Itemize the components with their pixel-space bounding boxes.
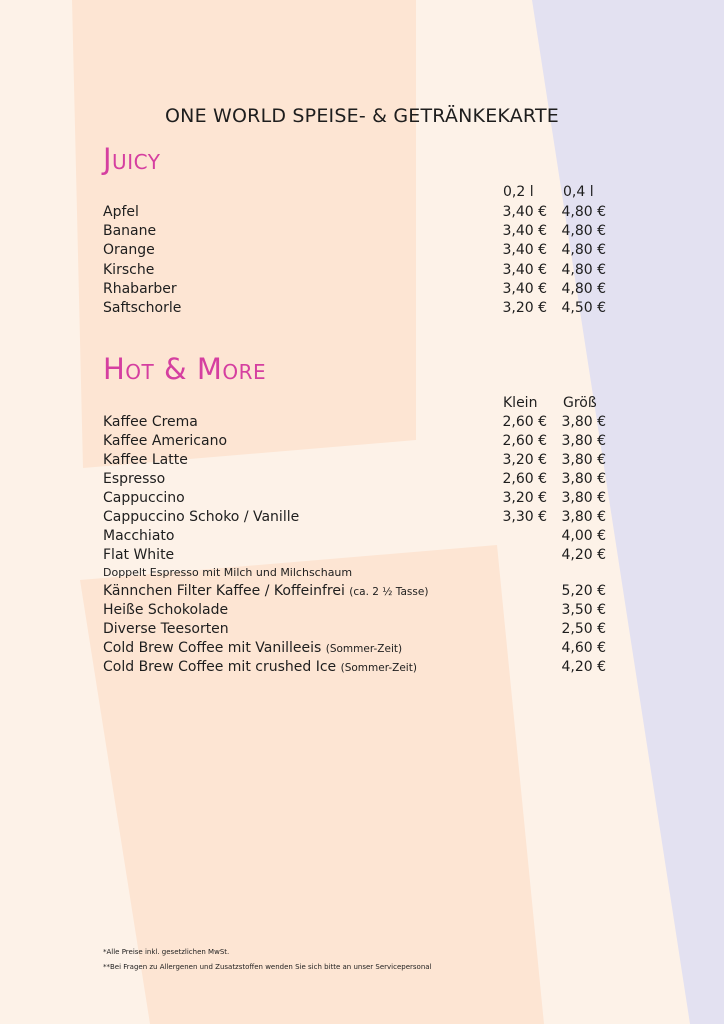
- hot-col-small: Klein: [503, 395, 538, 411]
- hot-col-large: Größ: [563, 395, 597, 411]
- price-small: 3,40 €: [502, 261, 547, 278]
- menu-item-row: [103, 546, 609, 565]
- price-large: 2,50 €: [561, 621, 606, 637]
- menu-item-row: [103, 451, 609, 470]
- menu-item-name: [103, 222, 156, 241]
- menu-item-name: [103, 582, 428, 602]
- menu-item-name: [103, 280, 177, 299]
- menu-item-note: (Sommer-Zeit): [340, 662, 417, 674]
- price-large: 3,50 €: [561, 602, 606, 618]
- price-large: 3,80 €: [561, 414, 606, 430]
- price-small: 3,30 €: [502, 509, 547, 525]
- price-large: 4,50 €: [561, 300, 606, 316]
- price-large: 3,80 €: [561, 490, 606, 506]
- menu-item-row: [103, 527, 609, 546]
- price-large: 4,20 €: [561, 547, 606, 563]
- menu-item-label: Kännchen Filter Kaffee / Koffeinfrei: [103, 583, 345, 599]
- price-small: 3,40 €: [502, 204, 547, 220]
- price-large: 4,00 €: [561, 528, 606, 544]
- price-large: 4,80 €: [561, 280, 606, 297]
- menu-item-row: [103, 601, 609, 620]
- price-large: 4,80 €: [561, 242, 606, 259]
- menu-item-row: [103, 222, 609, 241]
- menu-item-label: Rhabarber: [103, 280, 177, 297]
- menu-item-label: Cold Brew Coffee mit Vanilleeis: [103, 640, 322, 656]
- footnote-allergens: **Bei Fragen zu Allergenen und Zusatzstoffen wenden Sie sich bitte an unser Servicepersonal: [103, 963, 432, 971]
- price-small: 3,40 €: [502, 242, 547, 259]
- menu-item-label: Espresso: [103, 471, 166, 487]
- menu-item-name: [103, 413, 198, 432]
- menu-item-name: [103, 451, 188, 470]
- price-small: 2,60 €: [502, 414, 547, 430]
- price-small: 3,40 €: [502, 280, 547, 297]
- menu-item-label: Apfel: [103, 204, 139, 220]
- menu-item-row: [103, 432, 609, 451]
- menu-item-row: [103, 413, 609, 432]
- price-small: 3,40 €: [502, 223, 547, 240]
- menu-item-name: [103, 639, 402, 659]
- menu-item-label: Cold Brew Coffee mit crushed Ice: [103, 659, 337, 675]
- price-large: 3,80 €: [561, 452, 606, 468]
- menu-item-row: [103, 658, 609, 677]
- menu-item-label: Macchiato: [103, 528, 175, 544]
- menu-item-label: Kirsche: [103, 261, 155, 278]
- price-large: 4,80 €: [561, 204, 606, 220]
- menu-item-name: [103, 508, 299, 527]
- price-large: 4,60 €: [561, 640, 606, 656]
- menu-item-name: [103, 470, 165, 489]
- menu-item-label: Kaffee Latte: [103, 452, 188, 468]
- menu-item-label: Cappuccino: [103, 490, 185, 506]
- menu-item-label: Kaffee Americano: [103, 433, 228, 449]
- menu-item-label: Banane: [103, 223, 157, 240]
- price-small: 3,20 €: [502, 452, 547, 468]
- menu-item-name: [103, 432, 227, 451]
- price-large: 3,80 €: [561, 471, 606, 487]
- menu-item-row: [103, 299, 609, 318]
- menu-item-note: (ca. 2 ½ Tasse): [349, 586, 429, 598]
- menu-item-label: Flat White: [103, 547, 175, 563]
- price-small: 3,20 €: [502, 300, 547, 316]
- menu-item-label: Saftschorle: [103, 300, 182, 316]
- menu-item-name: [103, 658, 417, 678]
- price-small: 2,60 €: [502, 433, 547, 449]
- menu-item-row: [103, 508, 609, 527]
- footnote-vat: *Alle Preise inkl. gesetzlichen MwSt.: [103, 948, 230, 956]
- menu-item-label: Orange: [103, 242, 155, 259]
- menu-item-name: [103, 546, 174, 565]
- menu-item-name: [103, 527, 174, 546]
- menu-item-row: [103, 470, 609, 489]
- menu-item-row: [103, 280, 609, 299]
- price-small: 3,20 €: [502, 490, 547, 506]
- menu-item-note: (Sommer-Zeit): [325, 643, 403, 655]
- menu-item-row: [103, 241, 609, 260]
- menu-item-row: [103, 582, 609, 601]
- menu-item-name: [103, 299, 181, 318]
- juicy-col-large: 0,4 l: [563, 184, 594, 200]
- flat-white-description: Doppelt Espresso mit Milch und Milchschaum: [103, 566, 353, 579]
- menu-item-row: [103, 203, 609, 222]
- price-large: 4,80 €: [561, 261, 606, 278]
- juicy-col-small: 0,2 l: [503, 184, 534, 200]
- menu-item-name: [103, 620, 229, 639]
- price-large: 5,20 €: [561, 583, 606, 599]
- section-title-hot-more: Hot & More: [103, 352, 267, 386]
- menu-item-name: [103, 241, 155, 260]
- price-large: 4,20 €: [561, 659, 606, 675]
- menu-item-name: [103, 261, 154, 280]
- price-small: 2,60 €: [502, 471, 547, 487]
- menu-item-name: [103, 489, 185, 508]
- page-title: ONE WORLD SPEISE- & GETRÄNKEKARTE: [165, 105, 559, 127]
- section-title-juicy: Juicy: [103, 142, 161, 176]
- menu-item-row: [103, 489, 609, 508]
- price-large: 4,80 €: [561, 223, 606, 240]
- menu-item-name: [103, 203, 139, 222]
- price-large: 3,80 €: [561, 509, 606, 525]
- menu-item-label: Kaffee Crema: [103, 414, 198, 430]
- price-large: 3,80 €: [561, 433, 606, 449]
- menu-item-row: [103, 261, 609, 280]
- menu-item-label: Heiße Schokolade: [103, 602, 229, 618]
- menu-item-row: [103, 620, 609, 639]
- menu-item-name: [103, 601, 228, 620]
- menu-item-label: Cappuccino Schoko / Vanille: [103, 509, 300, 525]
- menu-item-row: [103, 639, 609, 658]
- menu-item-label: Diverse Teesorten: [103, 621, 229, 637]
